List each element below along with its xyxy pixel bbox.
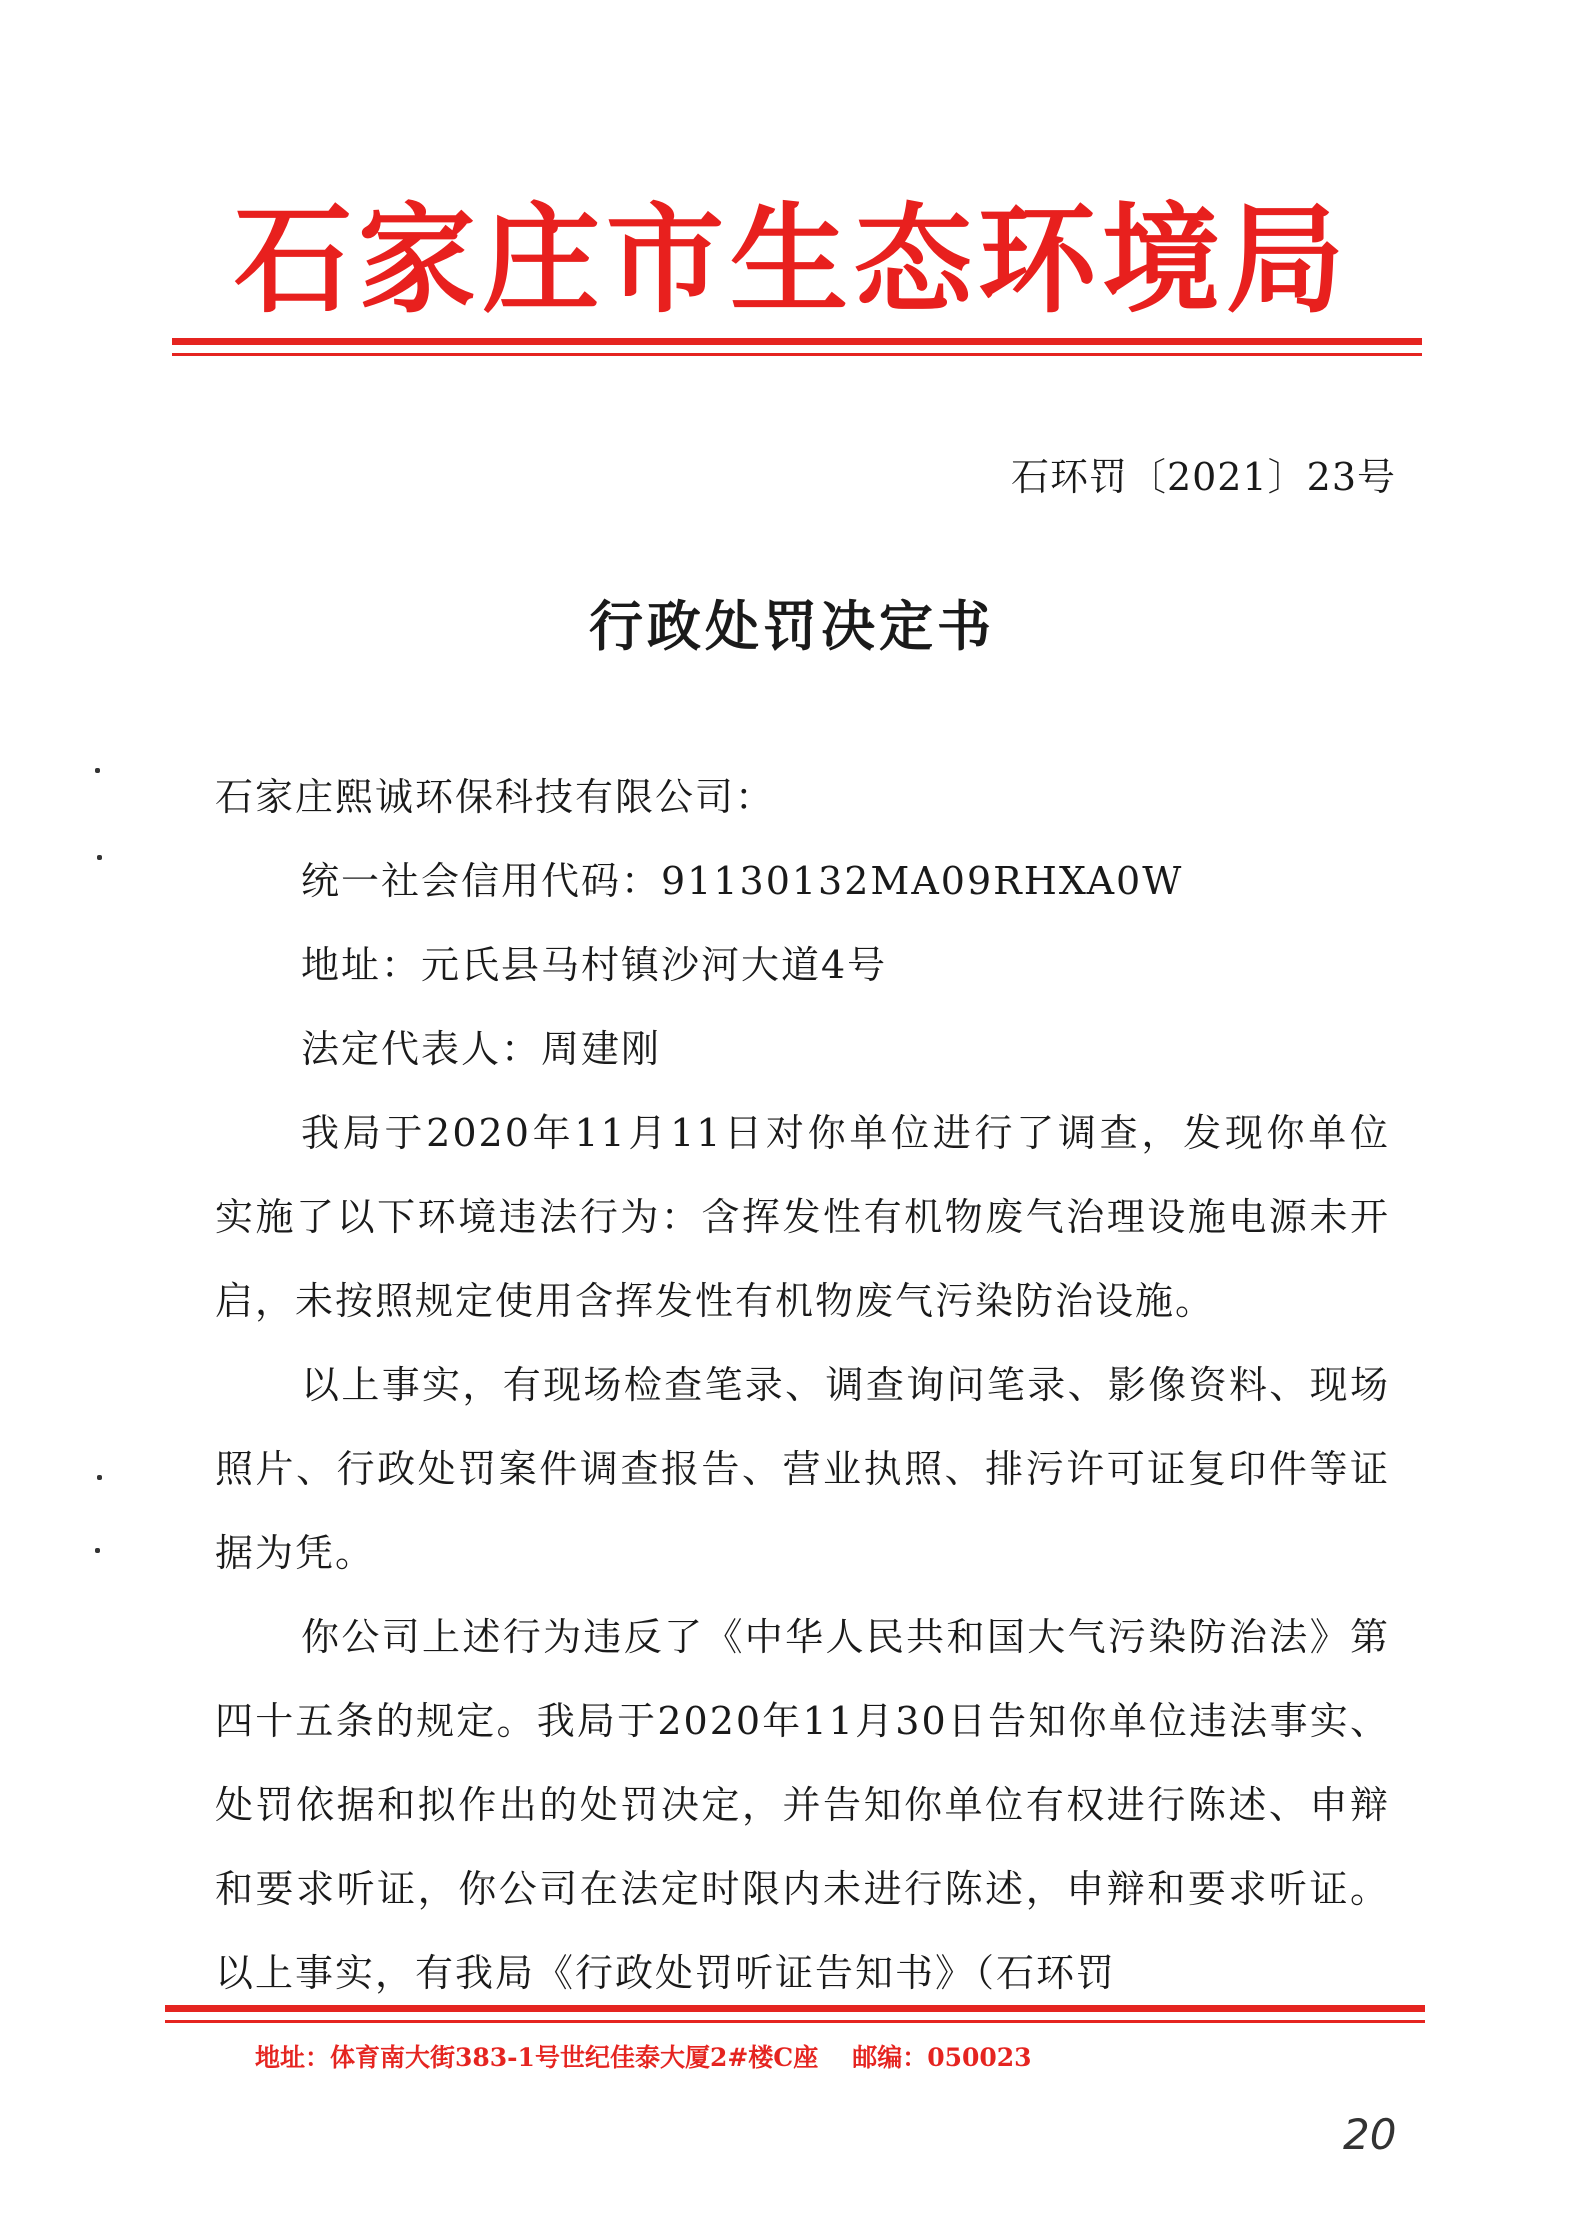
scan-speck xyxy=(97,855,102,860)
body-paragraph: 以上事实，有现场检查笔录、调查询问笔录、影像资料、现场照片、行政处罚案件调查报告、营业执照、排污许可证复印件等证据为凭。 xyxy=(215,1363,1390,1575)
recipient-address: 地址：元氏县马村镇沙河大道4号 xyxy=(301,943,888,987)
letterhead-title: 石家庄市生态环境局 xyxy=(233,190,1350,329)
legal-representative: 法定代表人：周建刚 xyxy=(301,1027,662,1071)
document-number: 石环罚〔2021〕23号 xyxy=(1010,455,1396,499)
document-title: 行政处罚决定书 xyxy=(589,594,995,658)
footer-address: 地址：体育南大街383-1号世纪佳泰大厦2#楼C座 xyxy=(255,2043,819,2072)
body-paragraph: 你公司上述行为违反了《中华人民共和国大气污染防治法》第四十五条的规定。我局于2020年11月30日告知你单位违法事实、处罚依据和拟作出的处罚决定，并告知你单位有权进行陈述、申辩和要求听证，你公司在法定时限内未进行陈述，申辩和要求听证。以上事实，有我局《行政处罚听证告知书》（石环罚 xyxy=(215,1615,1390,1995)
document-body xyxy=(215,755,1390,2015)
recipient-name: 石家庄熙诚环保科技有限公司： xyxy=(215,775,776,819)
footer-divider xyxy=(165,2005,1425,2029)
page-number: 20 xyxy=(1343,2110,1397,2159)
scan-speck xyxy=(97,1475,102,1480)
scan-speck xyxy=(95,1548,100,1553)
footer-address-line xyxy=(255,2038,1066,2074)
letterhead-divider xyxy=(172,338,1422,362)
footer-postcode: 邮编：050023 xyxy=(852,2043,1032,2072)
credit-code: 统一社会信用代码：91130132MA09RHXA0W xyxy=(301,859,1184,903)
body-paragraph: 我局于2020年11月11日对你单位进行了调查，发现你单位实施了以下环境违法行为：含挥发性有机物废气治理设施电源未开启，未按照规定使用含挥发性有机物废气污染防治设施。 xyxy=(215,1111,1390,1323)
scan-speck xyxy=(95,768,100,773)
